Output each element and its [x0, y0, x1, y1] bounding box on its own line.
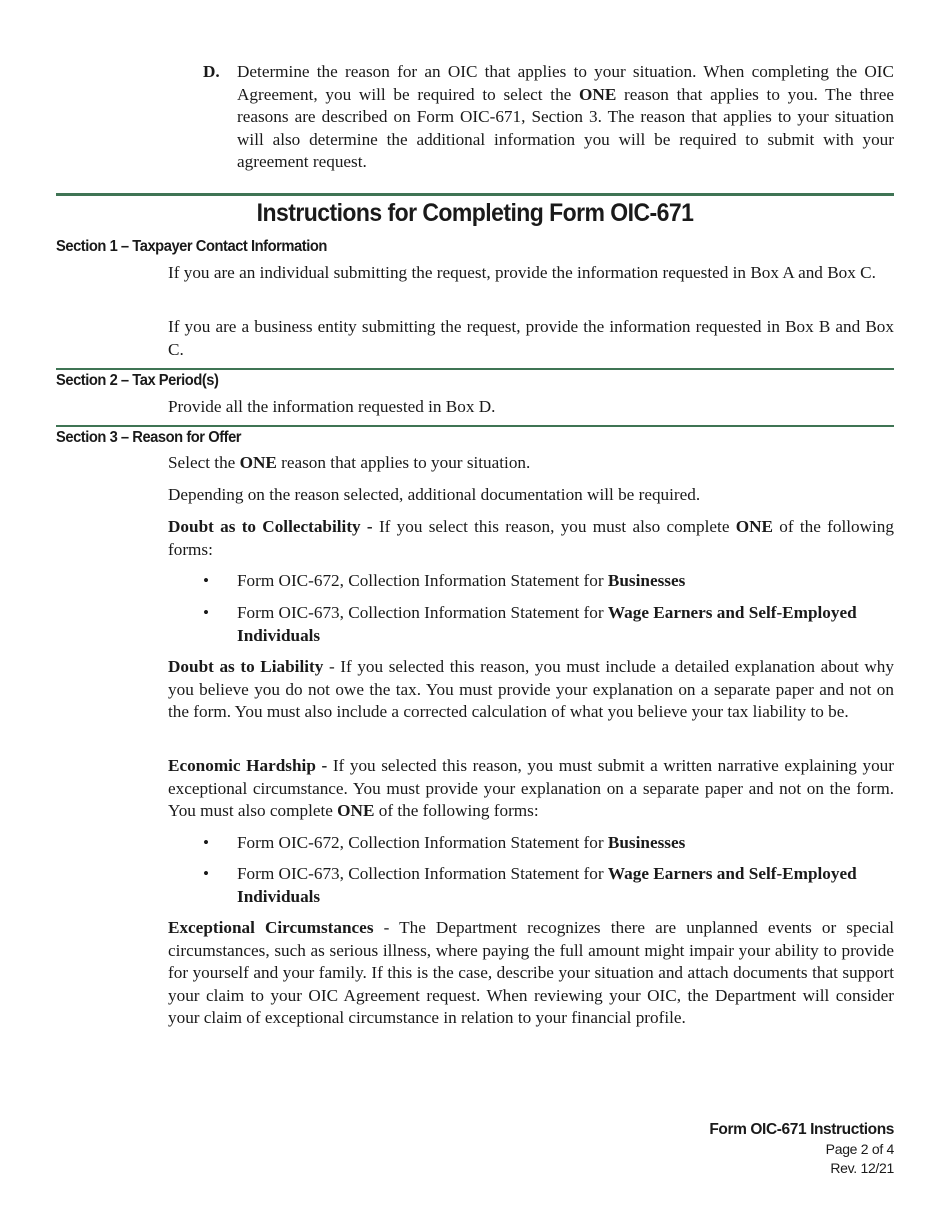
bullet-icon: •: [203, 833, 210, 852]
exceptional-circumstances-paragraph: Exceptional Circumstances - The Department recognizes there are unplanned events or special circumstances, such as serious illness, where paying the full amount might impair your ability to provide for yourself and your family. If this is the case, describe your situation and attach documents that support your claim to your OIC Agreement request. When reviewing your OIC, the Department will consider your claim of exceptional circumstance in relation to your financial profile.: [168, 918, 894, 1028]
liability-paragraph: Doubt as to Liability - If you selected this reason, you must include a detailed explanation about why you believe you do not owe the tax. You must provide your explanation on a separate paper and not on the form. You must also include a corrected calculation of what you believe your tax liability to be.: [168, 657, 894, 722]
section-3-divider: [56, 425, 894, 427]
section-3-heading: Section 3 – Reason for Offer: [56, 429, 242, 446]
section-1-business-paragraph: If you are a business entity submitting the request, provide the information requested in Box B and Box C.: [168, 317, 894, 359]
hardship-paragraph: Economic Hardship - If you selected this reason, you must submit a written narrative explaining your exceptional circumstance. You must provide your explanation on a separate paper and not on the form. You must also complete ONE of the following forms:: [168, 756, 894, 821]
list-item-text: Form OIC-672, Collection Information Statement for Businesses: [237, 571, 686, 590]
section-1-individual-paragraph: If you are an individual submitting the request, provide the information requested in Box A and Box C.: [168, 263, 876, 282]
item-d-text: Determine the reason for an OIC that applies to your situation. When completing the OIC Agreement, you will be required to select the ONE reason that applies to you. The three reasons are described on Form OIC-671, Section 3. The reason that applies to your situation will also determine the additional information you will be required to submit with your agreement request.: [237, 62, 894, 172]
section-2-divider: [56, 368, 894, 370]
page-title: Instructions for Completing Form OIC-671: [256, 199, 694, 227]
bullet-icon: •: [203, 571, 210, 590]
section-3-select-paragraph: Select the ONE reason that applies to your situation.: [168, 453, 531, 472]
list-item-text: Form OIC-672, Collection Information Statement for Businesses: [237, 833, 686, 852]
section-2-heading: Section 2 – Tax Period(s): [56, 372, 219, 389]
bullet-icon: •: [203, 603, 210, 622]
list-item-text: Form OIC-673, Collection Information Statement for Wage Earners and Self-Employed Individuals: [237, 864, 857, 906]
section-2-paragraph: Provide all the information requested in Box D.: [168, 397, 496, 416]
list-item-text: Form OIC-673, Collection Information Statement for Wage Earners and Self-Employed Individuals: [237, 603, 857, 645]
item-d-letter: D.: [203, 62, 220, 81]
section-1-heading: Section 1 – Taxpayer Contact Information: [56, 238, 327, 255]
footer-page-number: Page 2 of 4: [825, 1141, 894, 1157]
collectability-paragraph: Doubt as to Collectability - If you select this reason, you must also complete ONE of the following forms:: [168, 517, 894, 559]
section-3-documentation-paragraph: Depending on the reason selected, additional documentation will be required.: [168, 485, 701, 504]
footer-form-name: Form OIC-671 Instructions: [709, 1121, 894, 1138]
footer-revision: Rev. 12/21: [830, 1160, 894, 1176]
bullet-icon: •: [203, 864, 210, 883]
page-footer: [709, 1120, 894, 1178]
